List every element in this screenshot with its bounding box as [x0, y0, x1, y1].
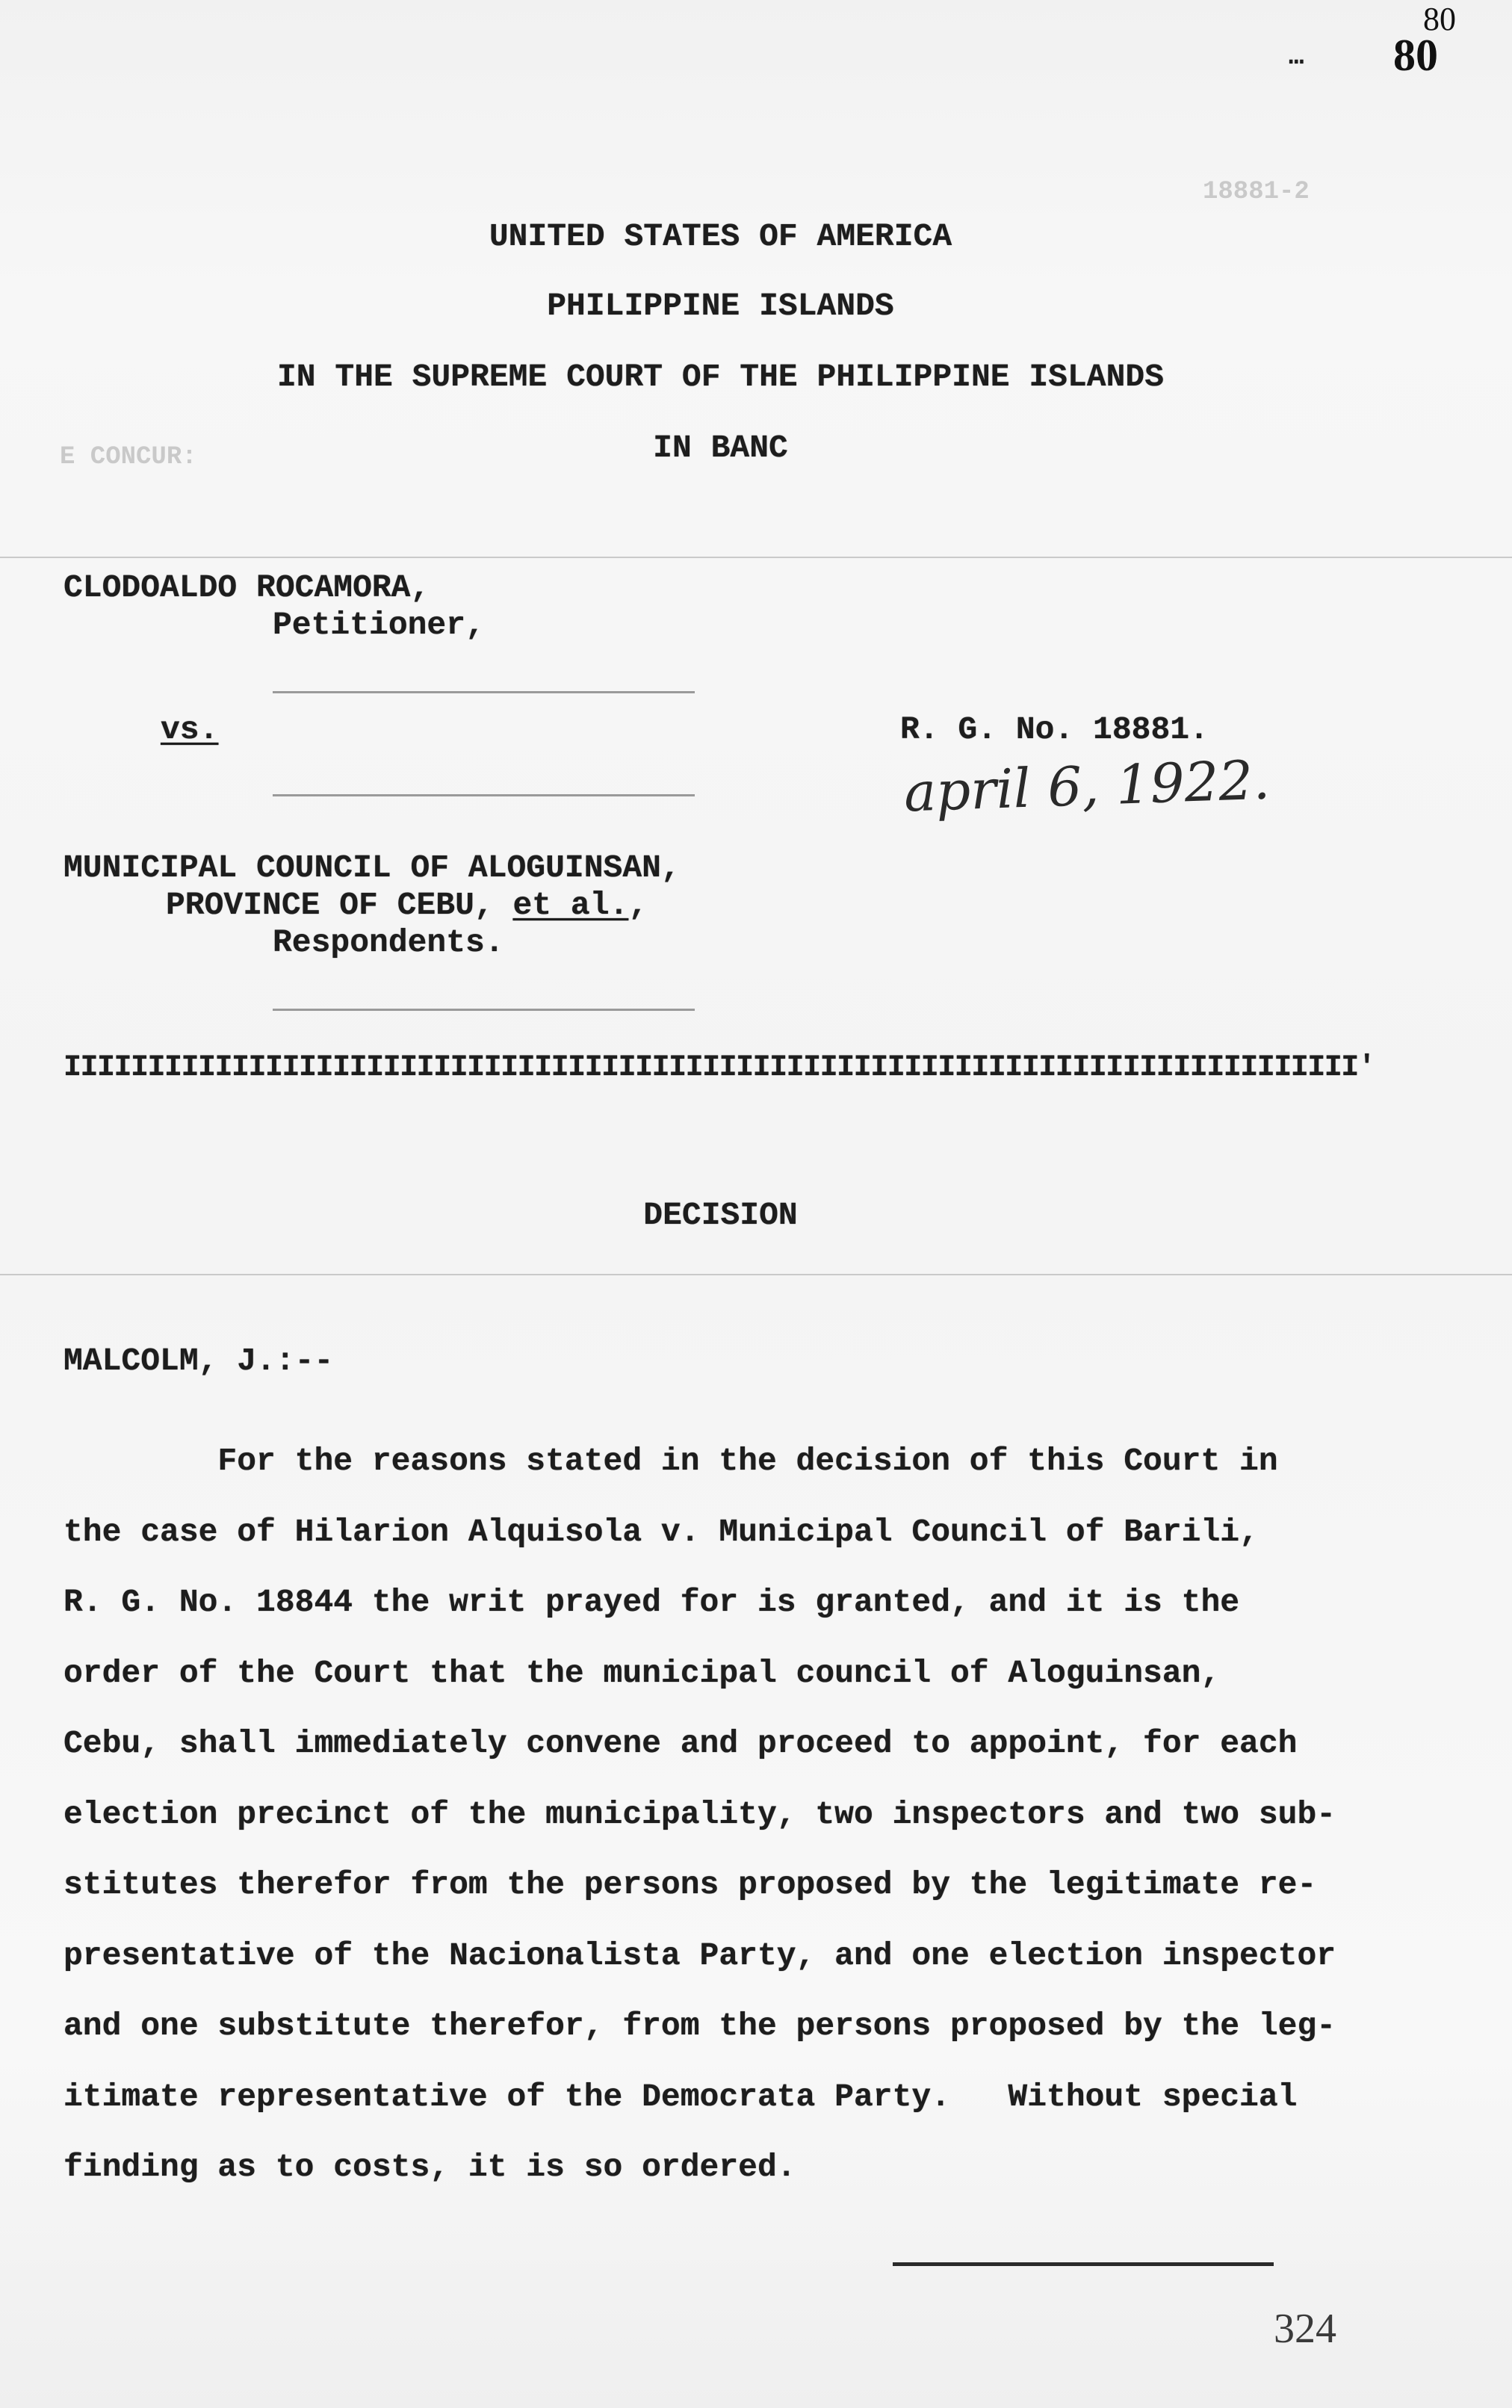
body-line: and one substitute therefor, from the persons proposed by the leg-: [63, 2008, 1336, 2044]
versus-label: vs.: [161, 711, 219, 748]
caption-rule: [273, 794, 695, 796]
respondent-line-2: [166, 889, 648, 921]
caption-rule: [273, 1009, 695, 1011]
caption-divider: IIIIIIIIIIIIIIIIIIIIIIIIIIIIIIIIIIIIIIIIIIIIIIIIIIIIIIIIIIIIIIIIIIIIIIIIIIIII': [63, 1051, 1375, 1085]
signature-line: [893, 2262, 1274, 2266]
case-number: R. G. No. 18881.: [900, 711, 1209, 748]
header-line-2: PHILIPPINE ISLANDS: [547, 288, 894, 324]
respondent-comma: ,: [628, 887, 648, 923]
page-number: 80: [1393, 31, 1438, 80]
respondent-role: Respondents.: [273, 924, 504, 961]
body-line: election precinct of the municipality, two inspectors and two sub-: [63, 1795, 1336, 1833]
decision-title: DECISION: [643, 1197, 798, 1234]
respondent-line-1: MUNICIPAL COUNCIL OF ALOGUINSAN,: [63, 849, 681, 886]
header-line-1: UNITED STATES OF AMERICA: [489, 218, 952, 255]
body-line: Cebu, shall immediately convene and proceed to appoint, for each: [63, 1725, 1298, 1762]
concur-label: E CONCUR:: [60, 443, 197, 471]
caption-rule: [273, 691, 695, 693]
scan-fold-line: [0, 1274, 1512, 1275]
petitioner-name: CLODOALDO ROCAMORA,: [63, 569, 430, 606]
body-line: For the reasons stated in the decision of this Court in: [63, 1443, 1278, 1479]
body-line: presentative of the Nacionalista Party, and one election inspector: [63, 1937, 1336, 1974]
bottom-page-number: 324: [1274, 2306, 1336, 2352]
corner-dots: …: [1289, 43, 1304, 72]
body-line: the case of Hilarion Alquisola v. Municipal Council of Barili,: [63, 1513, 1259, 1550]
header-line-4: IN BANC: [653, 430, 788, 466]
body-line: order of the Court that the municipal council of Aloguinsan,: [63, 1654, 1221, 1692]
body-line: finding as to costs, it is so ordered.: [63, 2149, 796, 2185]
scan-fold-line: [0, 557, 1512, 558]
body-line: stitutes therefor from the persons proposed by the legitimate re-: [63, 1866, 1317, 1903]
header-line-3: IN THE SUPREME COURT OF THE PHILIPPINE ISLANDS: [277, 359, 1164, 395]
body-line: R. G. No. 18844 the writ prayed for is granted, and it is the: [63, 1584, 1240, 1621]
docket-stamp: 18881-2: [1203, 178, 1310, 206]
judge-name: MALCOLM, J.:--: [63, 1343, 334, 1379]
handwritten-date: april 6, 1922.: [902, 748, 1271, 824]
respondent-province: PROVINCE OF CEBU,: [166, 887, 513, 923]
decision-body: [63, 1426, 1438, 2203]
petitioner-role: Petitioner,: [273, 607, 485, 643]
body-line: itimate representative of the Democrata Party. Without special: [63, 2078, 1298, 2115]
faint-page-number: 80: [1423, 1, 1456, 37]
respondent-et-al: et al.: [512, 887, 629, 923]
